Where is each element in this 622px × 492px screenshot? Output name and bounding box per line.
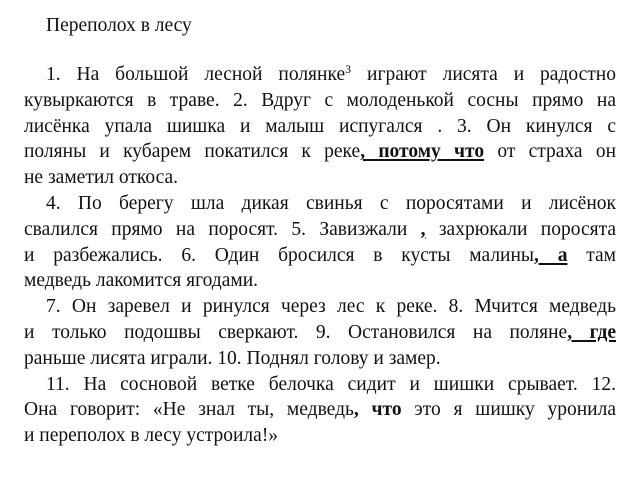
text-line (24, 294, 616, 320)
text-segment: свалился прямо на поросят. 5. Завизжали (24, 218, 421, 240)
text-line (24, 423, 616, 449)
conjunction-highlight: , что (353, 399, 402, 421)
text-segment: и переполох в лесу устроила!» (24, 425, 279, 447)
text-line (24, 139, 616, 165)
text-segment: не заметил откоса. (24, 167, 179, 189)
text-segment: кувыркаются в траве. 2. Вдруг с молоденькой сосны прямо на (24, 89, 616, 111)
text-segment: Она говорит: «Не знал ты, медведь (24, 399, 354, 421)
text-line (24, 243, 616, 269)
text-line (24, 114, 616, 140)
text-segment: 4. По берегу шла дикая свинья с поросятами и лисёнок (46, 192, 616, 214)
text-segment: раньше лисята играли. 10. Поднял голову и замер. (24, 347, 441, 369)
footnote-mark: 3 (345, 62, 352, 76)
text-line (24, 397, 616, 423)
text-line (24, 346, 616, 372)
text-segment: 11. На сосновой ветке белочка сидит и шишки срывает. 12. (46, 373, 616, 395)
text-line (24, 320, 616, 346)
text-line (24, 165, 616, 191)
text-segment: лисёнка упала шишка и малыш испугался . 3. Он кинулся с (24, 115, 616, 137)
text-segment: захрюкали поросята (425, 218, 616, 240)
text-segment: 1. На большой лесной полянке (46, 64, 346, 85)
conjunction-highlight: , а (534, 244, 568, 266)
conjunction-highlight: , потому что (360, 141, 485, 163)
text-segment: от страха он (484, 141, 617, 163)
text-segment: играют лисята и радостно (351, 64, 616, 85)
conjunction-highlight: , (420, 218, 426, 240)
text-segment: это я шишку уронила (401, 399, 616, 421)
text-line (24, 88, 616, 114)
text-segment: и разбежались. 6. Один бросился в кусты малины (24, 244, 535, 266)
text-line (24, 62, 616, 88)
text-line (24, 217, 616, 243)
text-segment: 7. Он заревел и ринулся через лес к реке. 8. Мчится медведь (46, 296, 616, 318)
text-segment: там (567, 244, 616, 266)
text-line (24, 191, 616, 217)
document-title: Переполох в лесу (46, 15, 192, 36)
text-body (24, 62, 616, 449)
text-segment: и только подошвы сверкают. 9. Остановился на поляне (24, 321, 568, 343)
conjunction-highlight: , где (567, 321, 617, 343)
text-segment: медведь лакомится ягодами. (24, 270, 259, 292)
text-line (24, 372, 616, 398)
text-segment: поляны и кубарем покатился к реке (24, 141, 361, 163)
text-line (24, 268, 616, 294)
